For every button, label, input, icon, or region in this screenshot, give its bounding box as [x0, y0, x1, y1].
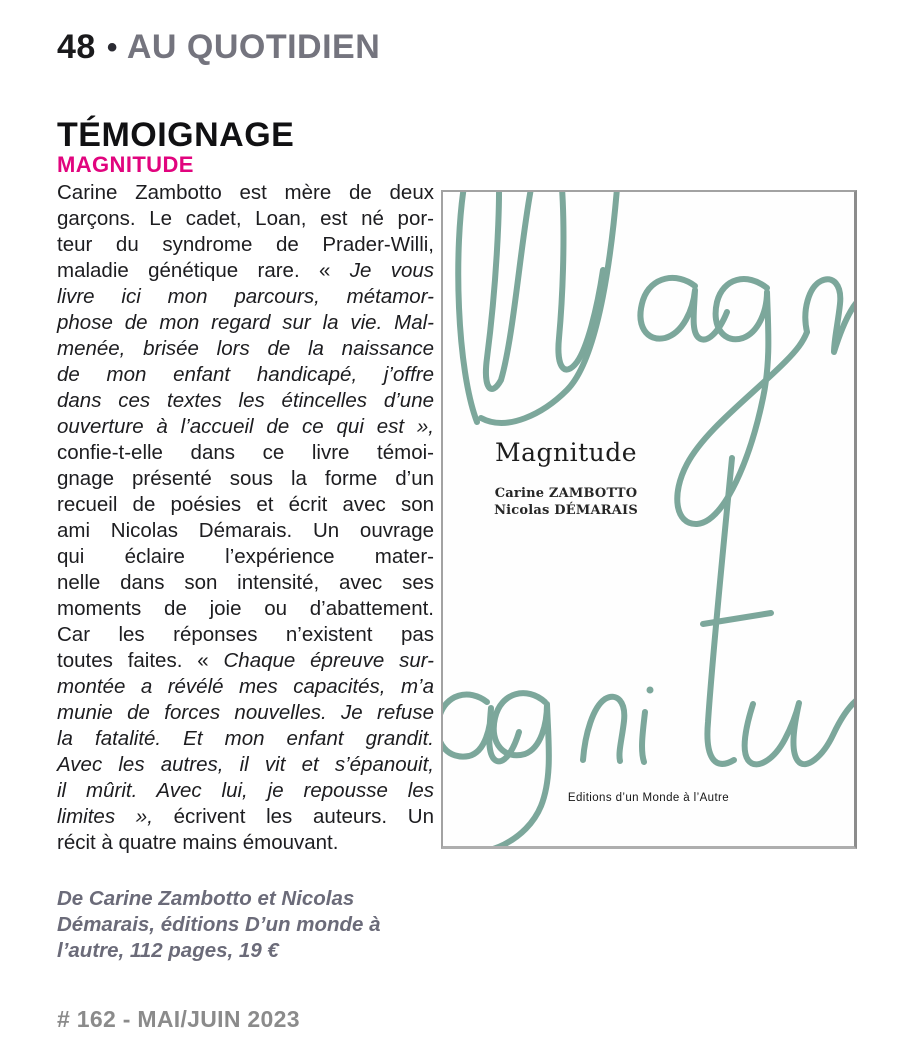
body-line	[57, 232, 434, 258]
body-line	[57, 674, 434, 700]
body-text-italic: il mûrit. Avec lui, je repousse les	[57, 779, 434, 802]
script-letter-u	[745, 696, 857, 764]
credit-line: De Carine Zambotto et Nicolas	[57, 887, 355, 910]
body-text: confie-t-elle dans ce livre témoi-	[57, 441, 434, 464]
body-line	[57, 570, 434, 596]
body-text-italic: Avec les autres, il vit et s’épanouit,	[57, 753, 434, 776]
body-line	[57, 388, 434, 414]
cover-authors	[471, 485, 661, 519]
body-text-italic: phose de mon regard sur la vie. Mal-	[57, 311, 434, 334]
issue-label: # 162 - MAI/JUIN 2023	[57, 1006, 300, 1032]
body-line	[57, 648, 434, 674]
credit-line: l’autre, 112 pages, 19 €	[57, 939, 279, 962]
script-letter-n	[805, 279, 857, 352]
body-text-italic: munie de forces nouvelles. Je refuse	[57, 701, 434, 724]
body-text-italic: montée a révélé mes capacités, m’a	[57, 675, 434, 698]
script-letter-g	[677, 279, 807, 524]
script-letter-g2	[455, 693, 549, 849]
body-text-italic: menée, brisée lors de la naissance	[57, 337, 434, 360]
body-text-italic: la fatalité. Et mon enfant grandit.	[57, 727, 434, 750]
body-line	[57, 284, 434, 310]
script-letter-t-crossbar	[703, 613, 771, 624]
body-text: Car les réponses n’existent pas	[57, 623, 434, 646]
body-text-italic: Je vous	[349, 259, 434, 282]
body-text: gnage présenté sous la forme d’un	[57, 467, 434, 490]
body-line	[57, 544, 434, 570]
body-line	[57, 804, 434, 830]
body-line	[57, 596, 434, 622]
body-text: garçons. Le cadet, Loan, est né por-	[57, 207, 434, 230]
credit-line: Démarais, éditions D’un monde à	[57, 913, 381, 936]
body-line	[57, 778, 434, 804]
body-text: recueil de poésies et écrit avec son	[57, 493, 434, 516]
cover-script-art	[441, 190, 857, 849]
body-text: maladie génétique rare. «	[57, 259, 350, 282]
body-text-italic: limites »,	[57, 805, 153, 828]
script-letter-i-dot	[647, 687, 654, 694]
header-bullet: •	[106, 31, 118, 64]
cover-title: Magnitude	[494, 438, 638, 467]
body-line	[57, 414, 434, 440]
body-line	[57, 466, 434, 492]
body-line	[57, 752, 434, 778]
script-letter-M	[458, 190, 603, 422]
body-line	[57, 258, 434, 284]
body-text: Carine Zambotto est mère de deux	[57, 181, 434, 204]
section-label: AU QUOTIDIEN	[126, 28, 381, 66]
body-line	[57, 440, 434, 466]
page-number: 48	[57, 28, 96, 66]
body-text-italic: ouverture à l’accueil de ce qui est »,	[57, 415, 434, 438]
body-line	[57, 310, 434, 336]
body-line	[57, 726, 434, 752]
body-text: qui éclaire l’expérience mater-	[57, 545, 434, 568]
body-text-italic: Chaque épreuve sur-	[223, 649, 435, 672]
article-subtitle: MAGNITUDE	[57, 152, 194, 177]
cover-author: Carine ZAMBOTTO	[494, 486, 638, 501]
body-text: ami Nicolas Démarais. Un ouvrage	[57, 519, 434, 542]
body-text: moments de joie ou d’abattement.	[57, 597, 434, 620]
body-text-italic: de mon enfant handicapé, j’offre	[57, 363, 434, 386]
script-word-top	[458, 190, 857, 524]
body-text: écrivent les auteurs. Un	[152, 805, 435, 828]
cover-publisher: Editions d’un Monde à l’Autre	[567, 792, 730, 804]
body-line	[57, 180, 434, 206]
body-line	[57, 336, 434, 362]
script-letter-n2	[583, 697, 624, 761]
body-line	[57, 362, 434, 388]
body-text: toutes faites. «	[57, 649, 224, 672]
body-text-italic: livre ici mon parcours, métamor-	[57, 285, 434, 308]
body-line	[57, 830, 434, 856]
body-line	[57, 518, 434, 544]
body-text: récit à quatre mains émouvant.	[57, 831, 339, 854]
body-line	[57, 206, 434, 232]
article-credit	[57, 886, 437, 964]
book-cover	[441, 190, 857, 849]
script-letter-M-tail	[481, 190, 619, 423]
body-text-italic: dans ces textes les étincelles d’une	[57, 389, 434, 412]
page-header	[57, 28, 380, 67]
script-letter-i-stem	[642, 712, 645, 762]
cover-author: Nicolas DÉMARAIS	[494, 503, 638, 518]
body-text: nelle dans son intensité, avec ses	[57, 571, 434, 594]
body-line	[57, 492, 434, 518]
body-line	[57, 700, 434, 726]
body-text: teur du syndrome de Prader-Willi,	[57, 233, 434, 256]
body-line	[57, 622, 434, 648]
article-body	[57, 180, 434, 856]
article-title: TÉMOIGNAGE	[57, 116, 295, 154]
